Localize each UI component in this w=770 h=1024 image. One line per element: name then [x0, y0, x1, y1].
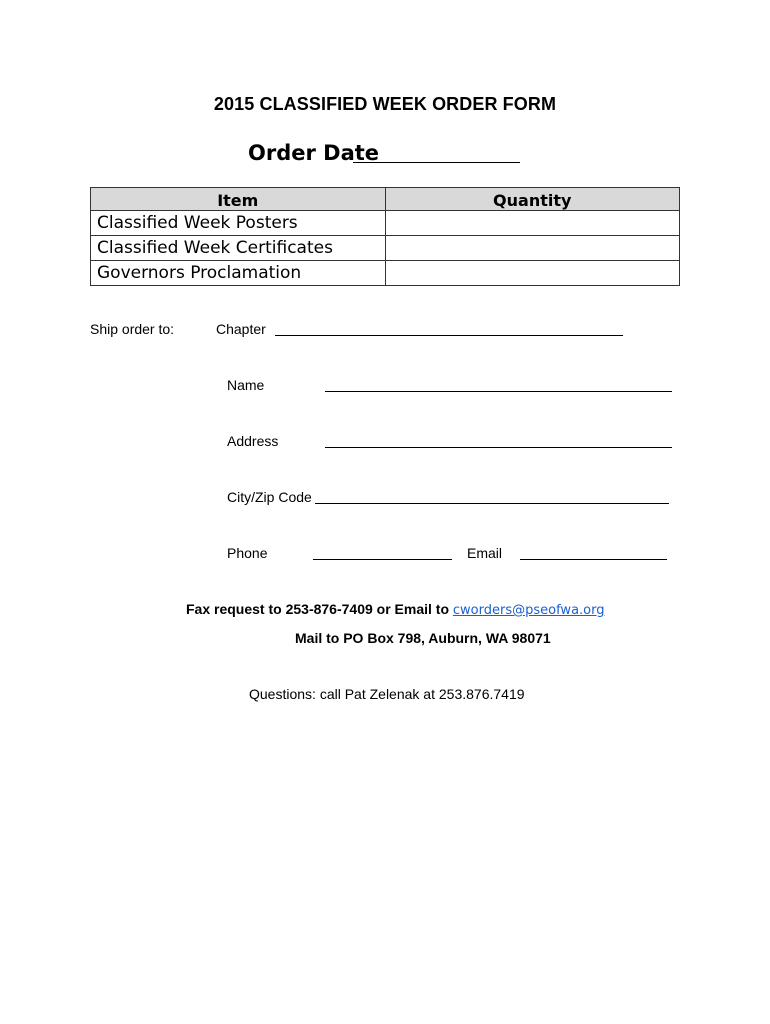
phone-label: Phone [227, 545, 268, 561]
order-date-label: Order Date [248, 141, 380, 165]
ship-order-label: Ship order to: [90, 321, 175, 337]
order-email-link[interactable]: cworders@pseofwa.org [452, 603, 605, 618]
column-header-quantity: Quantity [385, 188, 680, 211]
fax-request-line [186, 601, 605, 618]
email-field[interactable] [520, 559, 667, 560]
questions-text: Questions: call Pat Zelenak at 253.876.7419 [249, 686, 525, 702]
item-cell: Classified Week Certificates [91, 236, 386, 261]
item-cell: Governors Proclamation [91, 261, 386, 286]
form-title: 2015 CLASSIFIED WEEK ORDER FORM [213, 94, 557, 114]
column-header-item: Item [91, 188, 386, 211]
email-label: Email [467, 545, 503, 561]
chapter-field[interactable] [275, 335, 623, 336]
table-row [91, 236, 680, 261]
item-cell: Classified Week Posters [91, 211, 386, 236]
quantity-cell[interactable] [385, 211, 680, 236]
table-row [91, 211, 680, 236]
quantity-cell[interactable] [385, 236, 680, 261]
name-field[interactable] [325, 391, 672, 392]
table-header-row [91, 188, 680, 211]
order-date-field[interactable] [353, 162, 520, 163]
city-zip-field[interactable] [315, 503, 669, 504]
table-row [91, 261, 680, 286]
phone-field[interactable] [313, 559, 452, 560]
quantity-cell[interactable] [385, 261, 680, 286]
name-label: Name [227, 377, 265, 393]
mail-address-text: Mail to PO Box 798, Auburn, WA 98071 [295, 630, 551, 646]
address-field[interactable] [325, 447, 672, 448]
chapter-label: Chapter [216, 321, 266, 337]
city-zip-label: City/Zip Code [227, 489, 312, 505]
address-label: Address [227, 433, 279, 449]
fax-request-text: Fax request to 253-876-7409 or Email to [186, 601, 449, 617]
order-table [90, 187, 680, 286]
